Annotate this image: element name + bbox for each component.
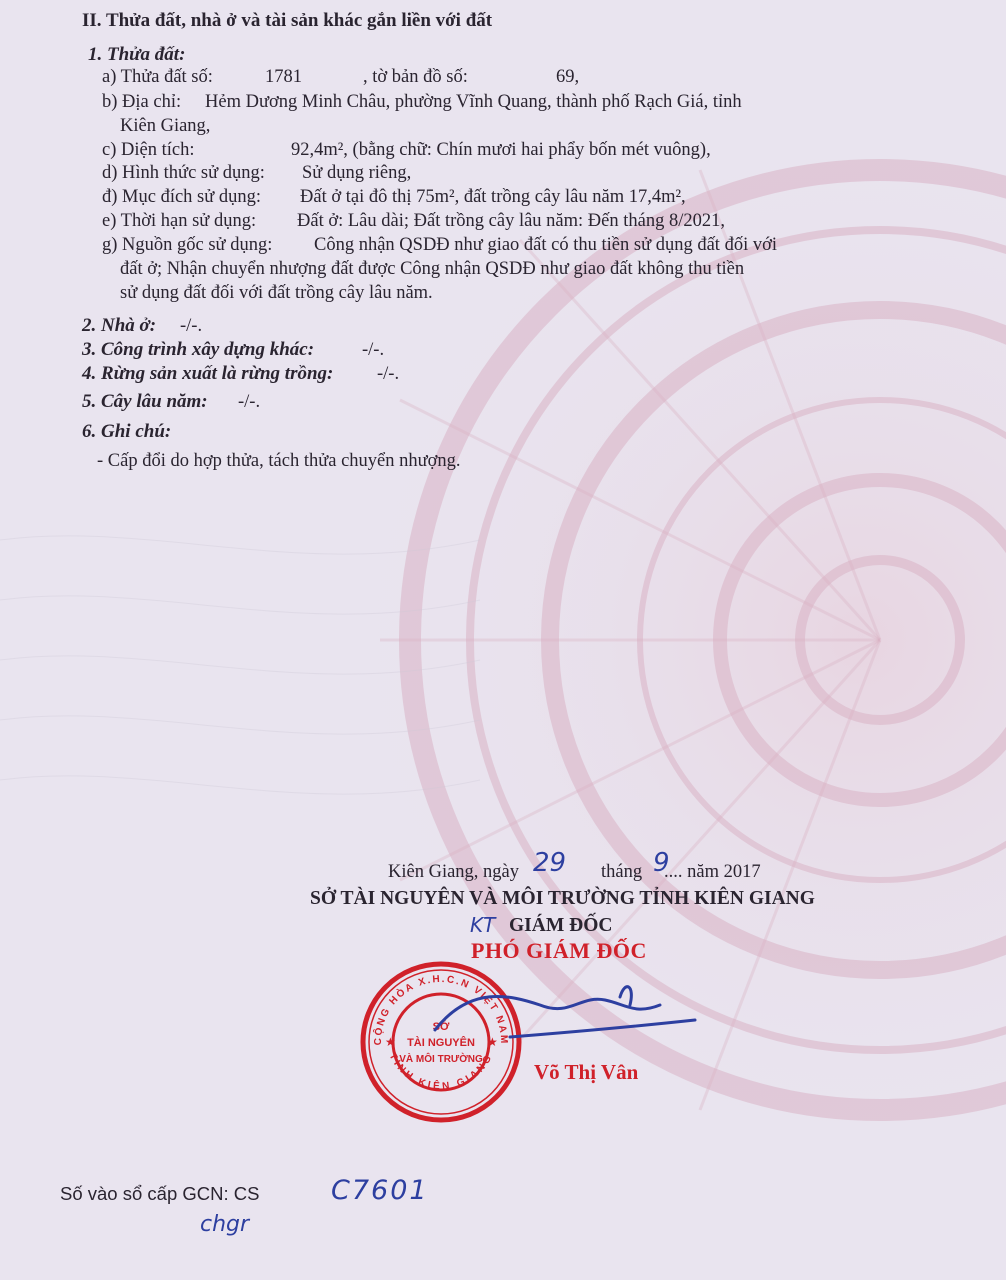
signature-scribble	[430, 975, 700, 1055]
handwritten-kt: KT	[470, 913, 496, 937]
svg-text:VÀ MÔI TRƯỜNG: VÀ MÔI TRƯỜNG	[399, 1054, 483, 1065]
usage-origin-value-3: sử dụng đất đối với đất trồng cây lâu năm.	[120, 283, 433, 303]
forest-value: -/-.	[377, 364, 400, 384]
area-value: 92,4m², (bằng chữ: Chín mươi hai phẩy bốn mét vuông),	[291, 140, 711, 160]
area-label: c) Diện tích:	[102, 140, 195, 160]
svg-text:TỈNH KIÊN GIANG: TỈNH KIÊN GIANG	[386, 1051, 496, 1093]
handwritten-day: 29	[533, 848, 567, 878]
notes-value: - Cấp đổi do hợp thửa, tách thửa chuyển nhượng.	[97, 451, 461, 471]
map-sheet-value: 69,	[556, 67, 580, 87]
address-continuation: Kiên Giang,	[120, 116, 211, 136]
address-value: Hẻm Dương Minh Châu, phường Vĩnh Quang, thành phố Rạch Giá, tỉnh	[205, 92, 742, 112]
place-date-prefix: Kiên Giang, ngày	[388, 862, 520, 882]
signer-name: Võ Thị Vân	[534, 1060, 639, 1084]
perennial-value: -/-.	[238, 392, 261, 412]
other-construction-value: -/-.	[362, 340, 385, 360]
registry-label: Số vào sổ cấp GCN: CS	[60, 1183, 260, 1204]
notes-label: 6. Ghi chú:	[82, 421, 172, 442]
deputy-director-title: PHÓ GIÁM ĐỐC	[471, 938, 647, 963]
usage-purpose-label: đ) Mục đích sử dụng:	[102, 187, 262, 207]
parcel-number-value: 1781	[265, 67, 302, 87]
other-construction-label: 3. Công trình xây dựng khác:	[82, 339, 315, 360]
usage-origin-label: g) Nguồn gốc sử dụng:	[102, 235, 273, 255]
usage-purpose-value: Đất ở tại đô thị 75m², đất trồng cây lâu năm 17,4m²,	[300, 187, 686, 207]
svg-text:★: ★	[487, 1035, 498, 1049]
usage-term-label: e) Thời hạn sử dụng:	[102, 211, 257, 231]
house-label: 2. Nhà ở:	[82, 315, 157, 336]
parcel-number-label: a) Thửa đất số:	[102, 67, 213, 87]
usage-term-value: Đất ở: Lâu dài; Đất trồng cây lâu năm: Đến tháng 8/2021,	[297, 211, 725, 231]
forest-label: 4. Rừng sản xuất là rừng trồng:	[82, 363, 334, 384]
perennial-label: 5. Cây lâu năm:	[82, 391, 208, 412]
registry-initials: chgr	[200, 1212, 250, 1237]
land-parcel-heading: 1. Thửa đất:	[88, 44, 186, 65]
address-label: b) Địa chỉ:	[102, 92, 182, 112]
usage-origin-value-2: đất ở; Nhận chuyển nhượng đất được Công nhận QSDĐ như giao đất không thu tiền	[120, 259, 745, 279]
usage-origin-value-1: Công nhận QSDĐ như giao đất có thu tiền sử dụng đất đối với	[314, 235, 778, 255]
month-label: tháng	[601, 862, 643, 882]
director-title: GIÁM ĐỐC	[509, 915, 613, 936]
svg-text:CỘNG HÒA X.H.C.N VIỆT NAM: CỘNG HÒA X.H.C.N VIỆT NAM	[372, 973, 510, 1046]
usage-form-label: d) Hình thức sử dụng:	[102, 163, 265, 183]
svg-text:TÀI NGUYÊN: TÀI NGUYÊN	[407, 1037, 475, 1049]
handwritten-month: 9	[653, 848, 670, 878]
registry-number: C7601	[331, 1175, 429, 1206]
svg-text:★: ★	[385, 1035, 396, 1049]
agency-name: SỞ TÀI NGUYÊN VÀ MÔI TRƯỜNG TỈNH KIÊN GIANG	[310, 888, 815, 909]
house-value: -/-.	[180, 316, 203, 336]
svg-text:SỞ: SỞ	[432, 1021, 450, 1033]
usage-form-value: Sử dụng riêng,	[302, 163, 412, 183]
map-sheet-label: , tờ bản đồ số:	[363, 67, 468, 87]
year-text: .... năm 2017	[664, 862, 761, 882]
section-title: II. Thửa đất, nhà ở và tài sản khác gắn liền với đất	[82, 10, 493, 31]
